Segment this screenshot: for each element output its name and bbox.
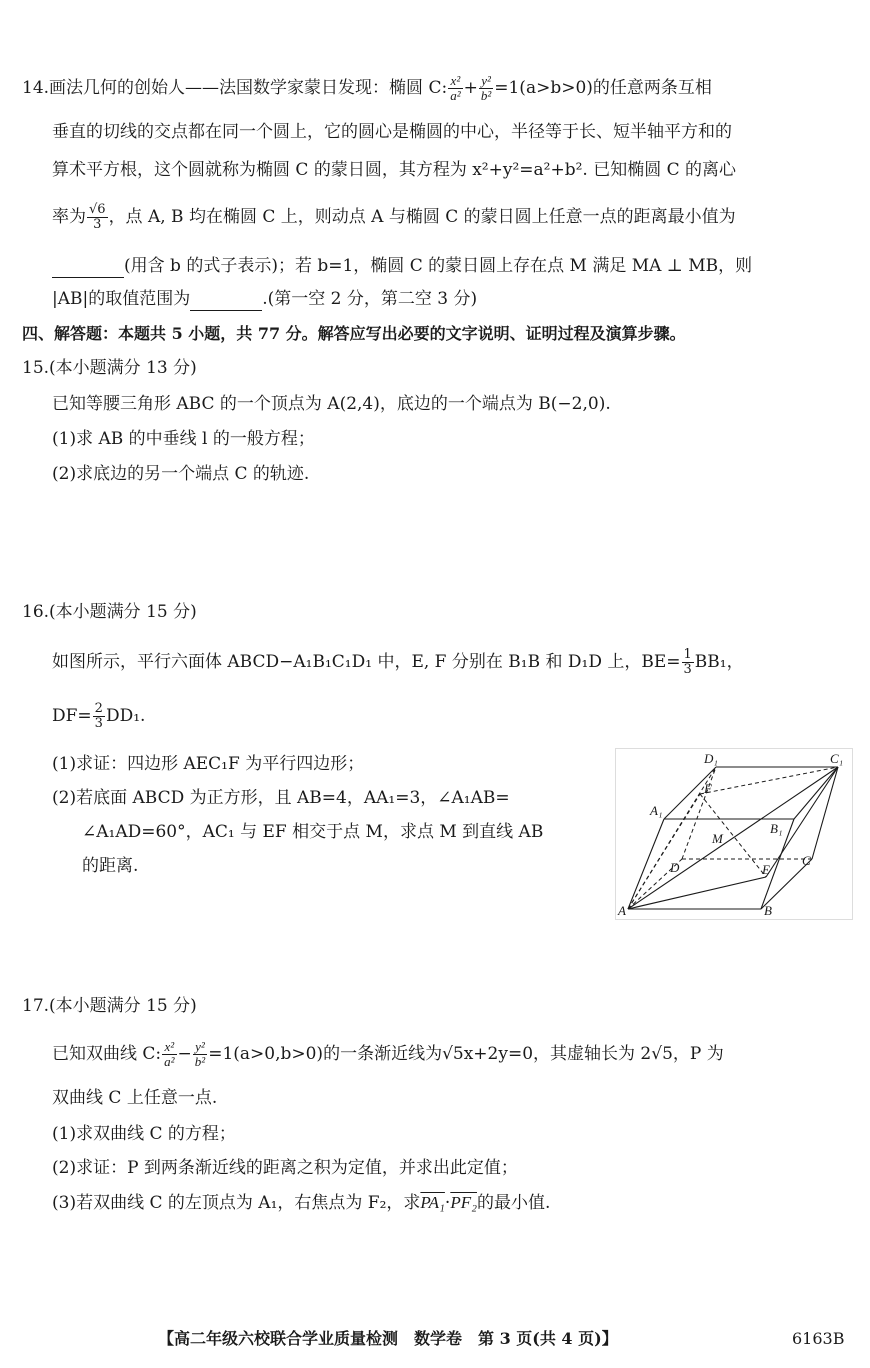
q14-text-1a: 画法几何的创始人——法国数学家蒙日发现：椭圆 C:	[49, 78, 448, 98]
frac-den: b²	[480, 88, 492, 103]
frac-num: x²	[448, 74, 462, 89]
q17-line1: 已知双曲线 C: $\frac{\text{x²}}{\text{a²}}$ − $\frac{\text{y²}}{\text{b²}}$ =1(a>0,b>0)的一条渐近线为√5x+2y=0，其虚轴长为 2√5，P 为	[52, 1039, 724, 1069]
dot-product-sign: ·	[444, 1193, 451, 1213]
q15-line1: 已知等腰三角形 ABC 的一个顶点为 A(2,4)，底边的一个端点为 B(−2,0).	[52, 394, 611, 414]
frac-num: 1	[683, 647, 692, 662]
label-C: C	[802, 853, 811, 868]
q16-text-2b: DD₁.	[105, 706, 146, 726]
q16-text-1b: BB₁，	[694, 652, 744, 672]
diagonal-AC1	[628, 767, 838, 909]
frac-num: 2	[94, 701, 103, 716]
frac-den: a²	[164, 1054, 175, 1069]
footer-code: 6163B	[792, 1329, 845, 1348]
frac-den: a²	[450, 88, 461, 103]
answer-blank-2	[190, 294, 262, 311]
answer-blank-1	[52, 261, 124, 278]
q15-part1: (1)求 AB 的中垂线 l 的一般方程；	[52, 429, 315, 449]
q14-line2: 垂直的切线的交点都在同一个圆上，它的圆心是椭圆的中心，半径等于长、短半轴平方和的	[52, 122, 732, 142]
edge-CC1	[812, 767, 838, 859]
q16-line1	[52, 648, 744, 677]
q17-text-1b: =1(a>0,b>0)的一条渐近线为√5x+2y=0，其虚轴长为 2√5，P 为	[208, 1044, 724, 1064]
q17-part2: (2)求证：P 到两条渐近线的距离之积为定值，并求出此定值；	[52, 1158, 518, 1178]
hidden-FE	[700, 794, 766, 877]
q17-line2: 双曲线 C 上任意一点.	[52, 1088, 218, 1108]
footer-title: 【高二年级六校联合学业质量检测 数学卷 第 3 页(共 4 页)】	[158, 1329, 618, 1348]
q16-text-2a: DF=	[52, 706, 92, 726]
label-A: A	[618, 903, 626, 918]
q17-text-5a: (3)若双曲线 C 的左顶点为 A₁，右焦点为 F₂，求	[52, 1193, 421, 1213]
q14-text-1b: =1(a>b>0)的任意两条互相	[494, 78, 712, 98]
frac-den: 3	[94, 716, 103, 731]
q16-part2-end: 的距离.	[82, 856, 139, 876]
q14-number: 14.	[22, 78, 50, 98]
frac-num: √6	[89, 202, 106, 217]
frac-num: y²	[479, 74, 493, 89]
label-A1: A₁	[650, 803, 663, 818]
q14-line5	[52, 254, 752, 278]
frac-den: 3	[93, 217, 102, 232]
q14-line3: 算术平方根，这个圆就称为椭圆 C 的蒙日圆，其方程为 x²+y²=a²+b². 已知椭圆 C 的离心	[52, 160, 737, 180]
q17-text-5e: 的最小值.	[477, 1193, 551, 1213]
vector-PA1: PA₁	[420, 1193, 445, 1212]
vector-PF2: PF₂	[450, 1193, 477, 1212]
frac-den: b²	[194, 1054, 206, 1069]
q16-text-1a: 如图所示，平行六面体 ABCD−A₁B₁C₁D₁ 中，E, F 分别在 B₁B 和 D₁D 上，BE=	[52, 652, 681, 672]
q14-text-6b: .(第一空 2 分，第二空 3 分)	[262, 289, 478, 309]
q14-text-4b: ，点 A, B 均在椭圆 C 上，则动点 A 与椭圆 C 的蒙日圆上任意一点的距离最小值为	[108, 207, 736, 227]
q14-line4	[52, 203, 736, 232]
q16-part2-cont: ∠A₁AD=60°，AC₁ 与 EF 相交于点 M，求点 M 到直线 AB	[82, 822, 544, 842]
hidden-AF	[628, 794, 700, 909]
q14-text-4a: 率为	[52, 207, 86, 227]
segment-AE	[628, 877, 766, 909]
frac-num: x²	[162, 1040, 176, 1055]
label-E: E	[762, 862, 770, 877]
parallelepiped-diagram	[616, 749, 852, 919]
q16-heading: 16.(本小题满分 15 分)	[22, 602, 197, 622]
label-B: B	[764, 903, 772, 918]
fraction-1-3	[682, 648, 694, 677]
frac-num: y²	[193, 1040, 207, 1055]
fraction-y2-b2	[193, 1040, 207, 1069]
fraction-y2-b2	[479, 74, 493, 103]
q17-part1: (1)求双曲线 C 的方程；	[52, 1124, 236, 1144]
fraction-sqrt6-3	[87, 203, 108, 232]
label-C1: C₁	[830, 751, 844, 766]
q14-text-5: (用含 b 的式子表示)；若 b=1，椭圆 C 的蒙日圆上存在点 M 满足 MA ⊥ MB，则	[124, 256, 753, 276]
section-heading-4: 四、解答题：本题共 5 小题，共 77 分。解答应写出必要的文字说明、证明过程及演算步骤。	[22, 324, 686, 343]
label-B1: B₁	[770, 821, 783, 836]
q17-text-1a: 已知双曲线 C:	[52, 1044, 162, 1064]
edge-AA1	[628, 819, 664, 909]
q15-heading: 15.(本小题满分 13 分)	[22, 358, 197, 378]
page-footer	[0, 1325, 870, 1353]
fraction-x2-a2	[448, 74, 462, 103]
fraction-2-3	[93, 702, 105, 731]
q17-part3	[52, 1191, 550, 1215]
q16-line2	[52, 702, 145, 731]
label-D1: D₁	[704, 751, 718, 766]
q14-text-6a: |AB|的取值范围为	[52, 289, 191, 309]
frac-den: 3	[683, 662, 692, 677]
edge-B1C1	[794, 767, 838, 819]
q14-line6	[52, 287, 477, 311]
q14-line1: 14.画法几何的创始人——法国数学家蒙日发现：椭圆 C: $\frac{\text{x²}}{\text{a²}}$ + $\frac{\text{y²}}{\text{b²}}$ =1(a>b>0)的任意两条互相	[22, 73, 712, 103]
fraction-x2-a2	[162, 1040, 176, 1069]
hidden-AD1	[628, 767, 716, 909]
label-D: D	[670, 860, 680, 875]
parallelepiped-figure	[615, 748, 853, 920]
label-F: F	[704, 781, 712, 796]
label-M: M	[712, 831, 723, 846]
q16-part1: (1)求证：四边形 AEC₁F 为平行四边形；	[52, 754, 365, 774]
q15-part2: (2)求底边的另一个端点 C 的轨迹.	[52, 464, 310, 484]
q17-heading: 17.(本小题满分 15 分)	[22, 996, 197, 1016]
q16-part2: (2)若底面 ABCD 为正方形，且 AB=4，AA₁=3，∠A₁AB=	[52, 788, 510, 808]
